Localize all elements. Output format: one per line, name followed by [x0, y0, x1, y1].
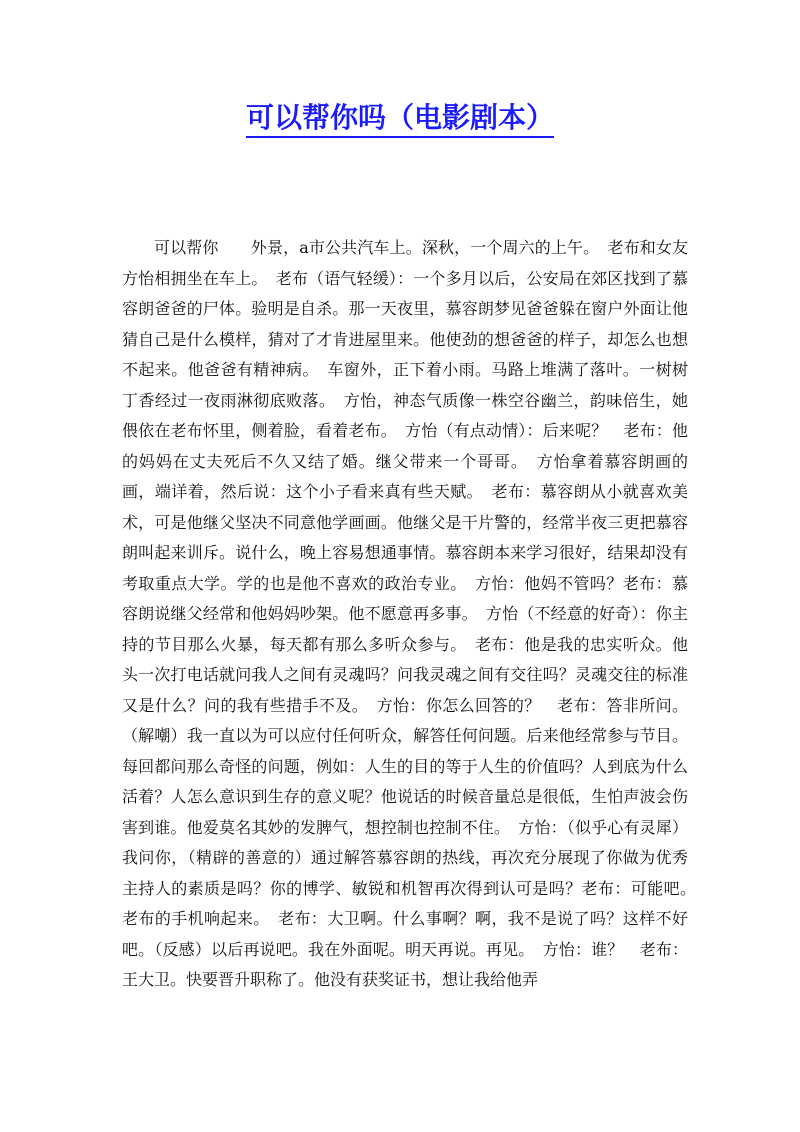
script-body-text: 可以帮你 外景，a市公共汽车上。深秋，一个周六的上午。 老布和女友方怡相拥坐在车上。 老布（语气轻缓）：一个多月以后，公安局在郊区找到了慕容朗爸爸的尸体。验明是自杀。那一天夜里，慕容朗梦见爸爸躲在窗户外面让他猜自己是什么模样，猜对了才肯进屋里来。他使劲的想爸爸的样子，却怎么也想不起来。他爸爸有精神病。 车窗外，正下着小雨。马路上堆满了落叶。一树树丁香经过一夜雨淋彻底败落。 方怡，神态气质像一株空谷幽兰，韵味倍生，她偎依在老布怀里，侧着脸，看着老布。 方怡（有点动情）：后来呢？ 老布：他的妈妈在丈夫死后不久又结了婚。继父带来一个哥哥。 方怡拿着慕容朗画的画，端详着，然后说：这个小子看来真有些天赋。 老布：慕容朗从小就喜欢美术，可是他继父坚决不同意他学画画。他继父是干片警的，经常半夜三更把慕容朗叫起来训斥。说什么，晚上容易想通事情。慕容朗本来学习很好，结果却没有考取重点大学。学的也是他不喜欢的政治专业。 方怡：他妈不管吗？老布：慕容朗说继父经常和他妈妈吵架。他不愿意再多事。 方怡（不经意的好奇）：你主持的节目那么火暴，每天都有那么多听众参与。 老布：他是我的忠实听众。他头一次打电话就问我人之间有灵魂吗？问我灵魂之间有交往吗？灵魂交往的标准又是什么？问的我有些措手不及。 方怡：你怎么回答的？ 老布：答非所问。（解嘲）我一直以为可以应付任何听众，解答任何问题。后来他经常参与节目。每回都问那么奇怪的问题，例如：人生的目的等于人生的价值吗？人到底为什么活着？人怎么意识到生存的意义呢？他说话的时候音量总是很低，生怕声波会伤害到谁。他爱莫名其妙的发脾气，想控制也控制不住。 方怡：（似乎心有灵犀）我问你，（精辟的善意的）通过解答慕容朗的热线，再次充分展现了你做为优秀主持人的素质是吗？你的博学、敏锐和机智再次得到认可是吗？老布：可能吧。 老布的手机响起来。 老布：大卫啊。什么事啊？啊，我不是说了吗？这样不好吧。（反感）以后再说吧。我在外面呢。明天再说。再见。 方怡：谁？ 老布：王大卫。快要晋升职称了。他没有获奖证书，想让我给他弄	[122, 238, 705, 989]
document-title	[0, 98, 800, 138]
title-text: 可以帮你吗（电影剧本）	[246, 101, 554, 138]
